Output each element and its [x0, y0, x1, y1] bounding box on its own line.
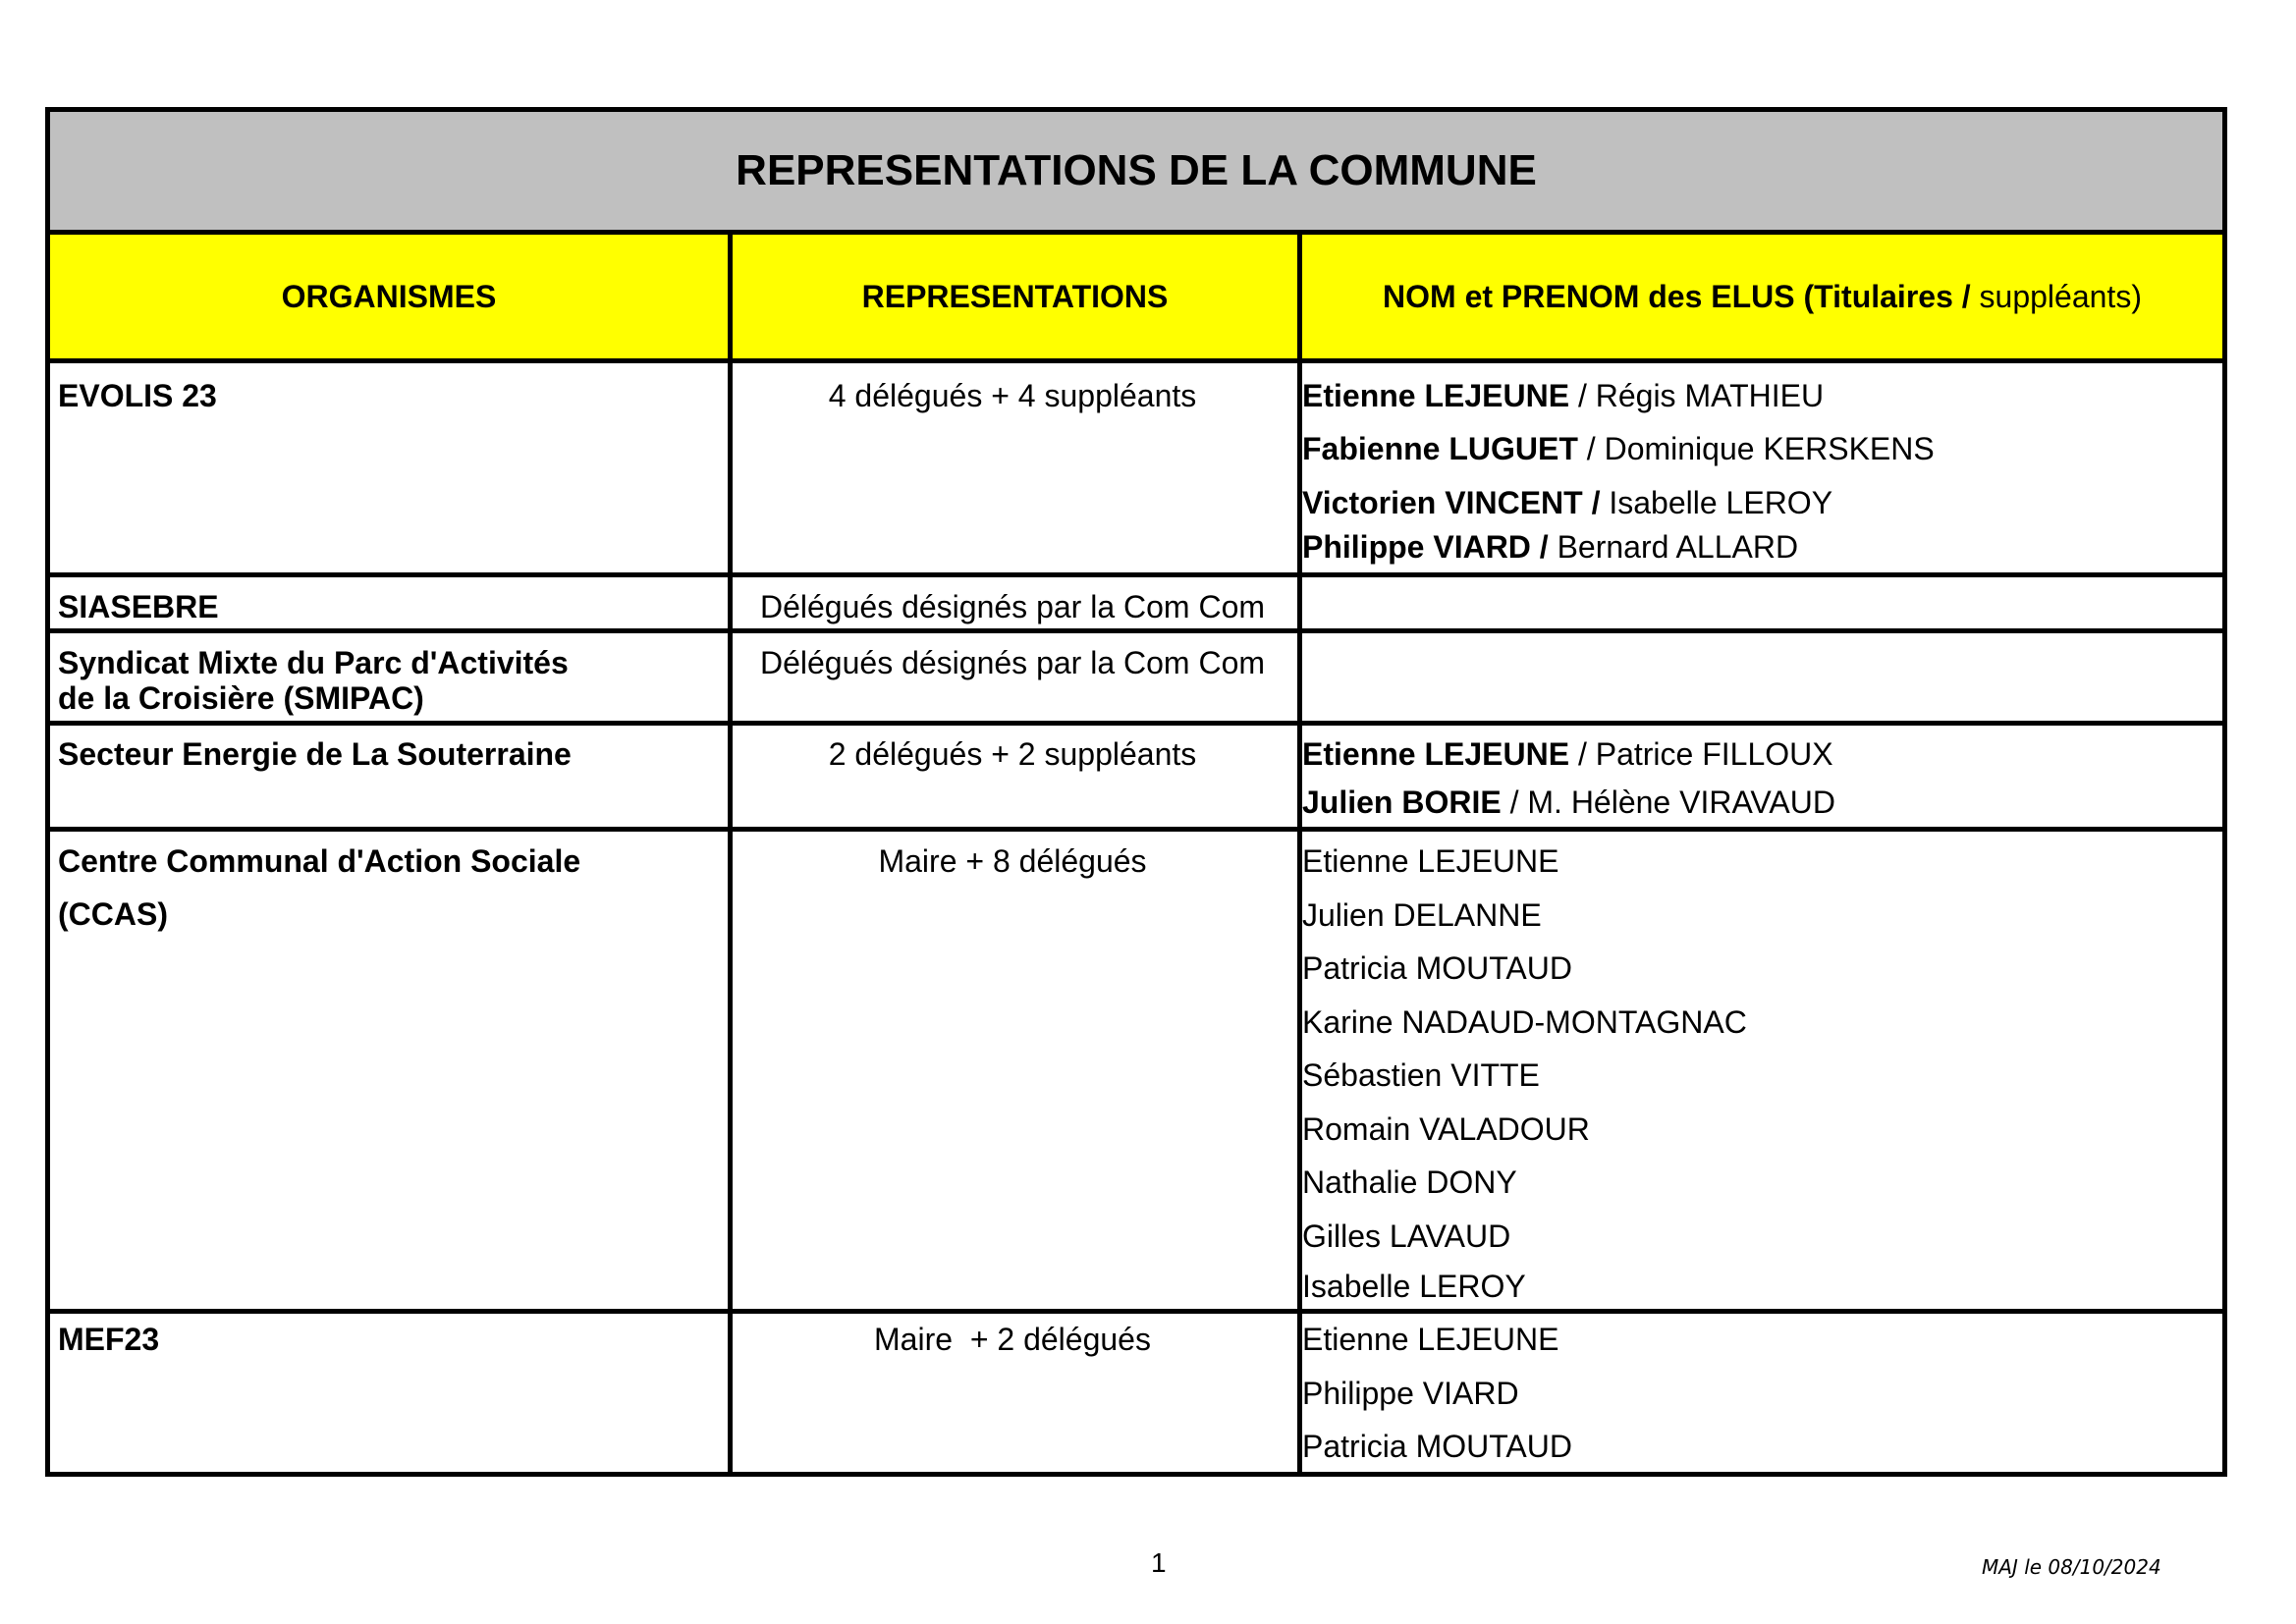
row-divider — [50, 721, 2222, 726]
row-divider — [50, 827, 2222, 832]
header-elus-normal: suppléants) — [1970, 278, 2142, 314]
elu-line: Victorien VINCENT / Isabelle LEROY — [1302, 485, 1833, 520]
representations-table — [45, 107, 2227, 1477]
elu-line: Philippe VIARD / Bernard ALLARD — [1302, 529, 1799, 565]
elu-line: Gilles LAVAUD — [1302, 1218, 1511, 1254]
row-divider — [50, 1309, 2222, 1314]
page-number: 1 — [1151, 1547, 1167, 1578]
elu-line: Etienne LEJEUNE — [1302, 1322, 1559, 1357]
elu-line: Fabienne LUGUET / Dominique KERSKENS — [1302, 431, 1935, 466]
elu-line: Julien BORIE / M. Hélène VIRAVAUD — [1302, 785, 1835, 820]
elu-line: Sébastien VITTE — [1302, 1057, 1540, 1093]
elu-line: Patricia MOUTAUD — [1302, 1429, 1572, 1464]
elu-line: Philippe VIARD — [1302, 1376, 1519, 1411]
elu-line: Etienne LEJEUNE / Patrice FILLOUX — [1302, 736, 1833, 772]
elu-line: Romain VALADOUR — [1302, 1111, 1590, 1147]
representation-evolis: 4 délégués + 4 suppléants — [828, 378, 1197, 413]
elu-line: Etienne LEJEUNE / Régis MATHIEU — [1302, 378, 1825, 413]
update-date: MAJ le 08/10/2024 — [1982, 1555, 2161, 1579]
elu-line: Patricia MOUTAUD — [1302, 950, 1572, 986]
representation-siasebre: Délégués désignés par la Com Com — [759, 589, 1266, 624]
row-divider — [50, 572, 2222, 577]
elu-line: Julien DELANNE — [1302, 897, 1542, 933]
representation-secteur-energie: 2 délégués + 2 suppléants — [828, 736, 1197, 772]
header-organismes: ORGANISMES — [50, 235, 728, 363]
elu-line: Karine NADAUD-MONTAGNAC — [1302, 1004, 1747, 1040]
header-elus — [1302, 235, 2222, 363]
organisme-smipac: Syndicat Mixte du Parc d'Activités de la Croisière (SMIPAC) — [58, 645, 569, 716]
elu-line: Etienne LEJEUNE — [1302, 843, 1559, 879]
representation-mef23: Maire + 2 délégués — [874, 1322, 1151, 1357]
elu-line: Nathalie DONY — [1302, 1164, 1517, 1200]
organisme-secteur-energie: Secteur Energie de La Souterraine — [58, 736, 572, 772]
elu-line: Isabelle LEROY — [1302, 1269, 1526, 1304]
representation-smipac: Délégués désignés par la Com Com — [759, 645, 1266, 680]
organisme-evolis: EVOLIS 23 — [58, 378, 217, 413]
organisme-siasebre: SIASEBRE — [58, 589, 219, 624]
header-elus-bold: NOM et PRENOM des ELUS (Titulaires / — [1383, 278, 1971, 314]
table-title: REPRESENTATIONS DE LA COMMUNE — [50, 112, 2222, 235]
header-representations: REPRESENTATIONS — [733, 235, 1297, 363]
organisme-ccas: Centre Communal d'Action Sociale (CCAS) — [58, 843, 581, 932]
row-divider — [50, 628, 2222, 633]
representation-ccas: Maire + 8 délégués — [878, 843, 1147, 879]
organisme-mef23: MEF23 — [58, 1322, 160, 1357]
